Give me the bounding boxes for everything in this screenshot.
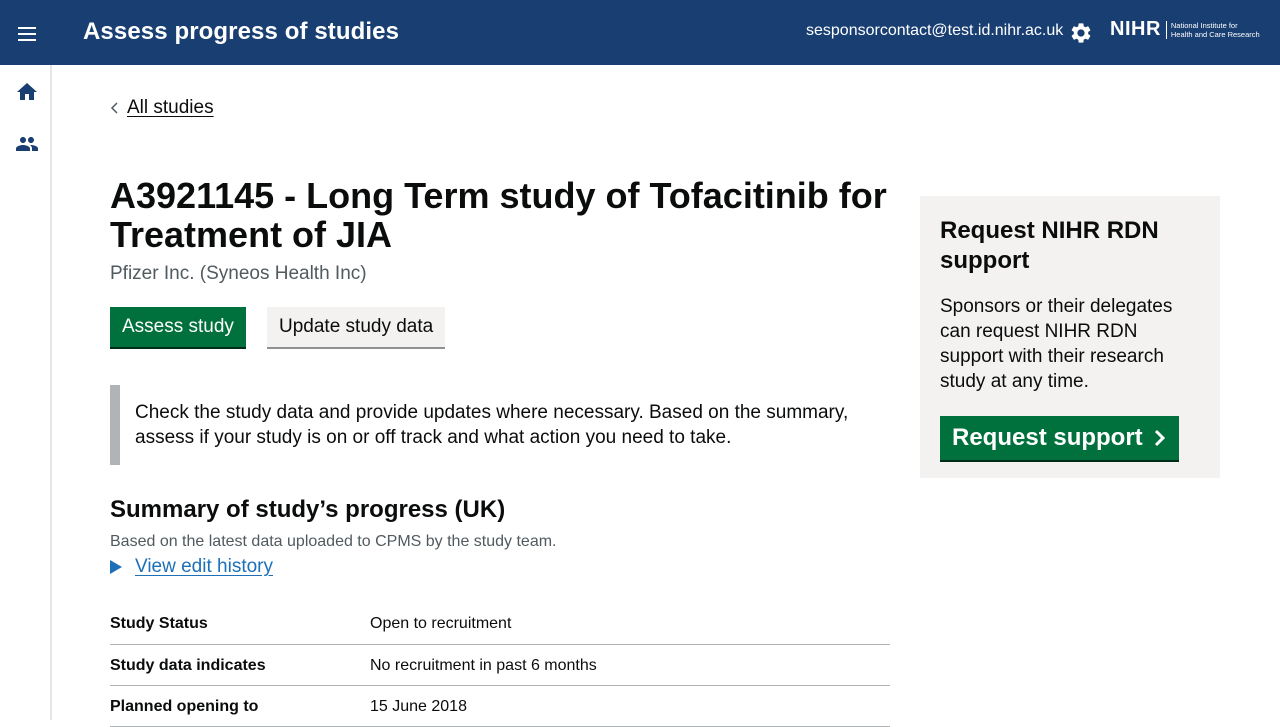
triangle-right-icon: [110, 560, 122, 574]
row-key: Study Status: [110, 603, 370, 644]
all-studies-link[interactable]: All studies: [127, 97, 214, 118]
table-row: [110, 644, 890, 685]
view-edit-history-link[interactable]: View edit history: [135, 556, 273, 577]
study-sponsor: Pfizer Inc. (Syneos Health Inc): [110, 263, 367, 284]
users-icon[interactable]: [15, 132, 39, 156]
home-icon[interactable]: [15, 80, 39, 104]
row-value: No recruitment in past 6 months: [370, 644, 890, 685]
settings-gear-icon[interactable]: [1069, 21, 1093, 45]
edit-history-details[interactable]: [110, 556, 273, 578]
summary-table: [110, 603, 890, 727]
assess-study-button[interactable]: Assess study: [110, 307, 246, 347]
logo-sub-line-1: National Institute for: [1170, 20, 1238, 30]
user-email: sesponsorcontact@test.id.nihr.ac.uk: [806, 22, 1064, 39]
support-title: Request NIHR RDN support: [940, 217, 1159, 274]
logo-sub-line-2: Health and Care Research: [1170, 29, 1260, 39]
logo-sub-text: [1166, 21, 1260, 39]
inset-text: Check the study data and provide updates where necessary. Based on the summary, assess if your study is on or off track and what action you need to take.: [110, 385, 870, 465]
back-link[interactable]: [110, 97, 214, 119]
table-row: [110, 603, 890, 644]
summary-title: Summary of study’s progress (UK): [110, 496, 506, 523]
sidebar: [0, 65, 52, 720]
page-title: A3921145 - Long Term study of Tofacitinib for Treatment of JIA: [110, 175, 887, 255]
row-value: 15 June 2018: [370, 685, 890, 726]
app-header: [0, 0, 1280, 65]
app-title: Assess progress of studies: [83, 18, 400, 45]
chevron-right-icon: [1153, 428, 1167, 448]
request-support-label: Request support: [952, 424, 1143, 451]
request-support-button[interactable]: [940, 416, 1179, 460]
nihr-logo[interactable]: [1110, 18, 1260, 41]
logo-main-text: NIHR: [1110, 18, 1161, 40]
support-panel: [920, 196, 1220, 478]
row-key: Planned opening to: [110, 685, 370, 726]
menu-icon[interactable]: [16, 23, 38, 43]
row-value: Open to recruitment: [370, 603, 890, 644]
support-text: Sponsors or their delegates can request NIHR RDN support with their research study at any time.: [940, 296, 1173, 392]
row-key: Study data indicates: [110, 644, 370, 685]
update-study-data-button[interactable]: Update study data: [267, 307, 445, 347]
summary-subtitle: Based on the latest data uploaded to CPMS by the study team.: [110, 533, 557, 550]
chevron-left-icon: [110, 101, 120, 115]
